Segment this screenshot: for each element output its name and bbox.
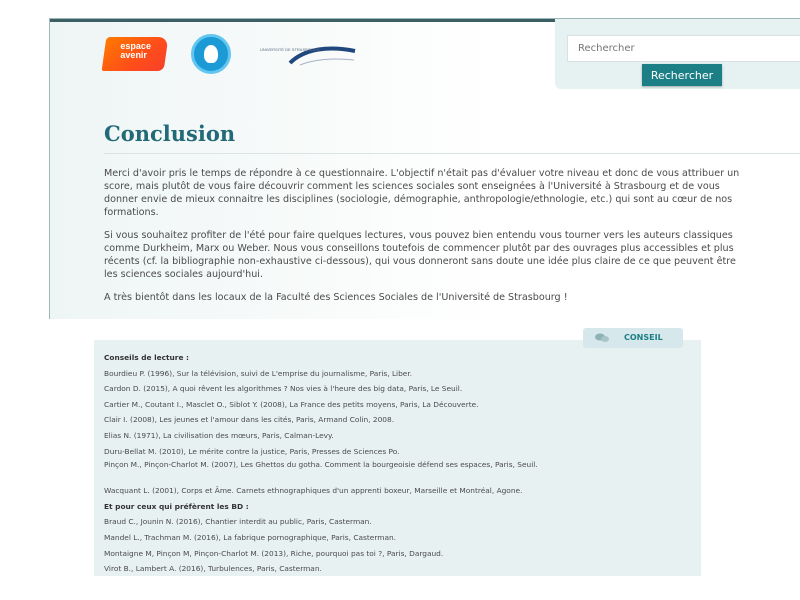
closing-paragraph: A très bientôt dans les locaux de la Faculté des Sciences Sociales de l'Université de Strasbourg !: [104, 292, 568, 303]
book-item: Wacquant L. (2001), Corps et Âme. Carnets ethnographiques d'un apprenti boxeur, Marseille et Montréal, Agone.: [104, 486, 523, 496]
bd-book-item: Montaigne M, Pinçon M, Pinçon-Charlot M. (2013), Riche, pourquoi pas toi ?, Paris, Dargaud.: [104, 548, 444, 558]
search-input[interactable]: [567, 35, 800, 62]
page-title: Conclusion: [104, 121, 236, 146]
book-item: Bourdieu P. (1996), Sur la télévision, suivi de L'emprise du journalisme, Paris, Liber.: [104, 368, 413, 378]
advice-box: [94, 333, 701, 576]
advice-tab: [583, 328, 683, 348]
reading-paragraph: Si vous souhaitez profiter de l'été pour faire quelques lectures, vous pouvez bien entendu vous tourner vers les auteurs classiques comme Durkheim, Marx ou Weber. Nous vous conseillons toutefois de commencer plutôt par des ouvrages plus accessibles et plus récents (cf. la bibliographie non-exhaustive ci-dessous), qui vous donneront sans doute une idée plus claire de ce que peuvent être les sciences sociales aujourd'hui.: [104, 230, 736, 280]
book-item: Cartier M., Coutant I., Masclet O., Siblot Y. (2008), La France des petits moyens, Paris, La Découverte.: [104, 399, 479, 409]
bd-book-item: Braud C., Jounin N. (2016), Chantier interdit au public, Paris, Casterman.: [104, 517, 372, 527]
espace-avenir-logo[interactable]: espace avenir: [102, 37, 169, 71]
chat-bubbles-icon: [595, 333, 609, 343]
bd-book-item: Virot B., Lambert A. (2016), Turbulences, Paris, Casterman.: [104, 564, 322, 574]
book-item: Clair I. (2008), Les jeunes et l'amour dans les cités, Paris, Armand Colin, 2008.: [104, 415, 395, 425]
book-item: Pinçon M., Pinçon-Charlot M. (2007), Les Ghettos du gotha. Comment la bourgeoisie défend ses espaces, Paris, Seuil.: [104, 460, 538, 470]
advice-list: [104, 350, 694, 577]
bd-book-item: Mandel L., Trachman M. (2016), La fabrique pornographique, Paris, Casterman.: [104, 532, 397, 542]
title-divider: [104, 153, 800, 154]
search-button[interactable]: Rechercher: [642, 64, 722, 86]
intro-paragraph: Merci d'avoir pris le temps de répondre à ce questionnaire. L'objectif n'était pas d'évaluer votre niveau et donc de vous attribuer un score, mais plutôt de vous faire découvrir comment les sciences sociales sont enseignées à l'Université à Strasbourg et de vous donner envie de mieux connaitre les disciplines (sociologie, démographie, anthropologie/ethnologie, etc.) qui sont au cœur de nos formations.: [104, 168, 740, 218]
bd-heading: Et pour ceux qui préfèrent les BD :: [104, 501, 249, 511]
investissements-avenir-logo[interactable]: [191, 34, 231, 74]
universite-strasbourg-logo[interactable]: [260, 43, 360, 69]
advice-tab-label: CONSEIL: [624, 333, 663, 342]
book-item: Cardon D. (2015), A quoi rêvent les algorithmes ? Nos vies à l'heure des big data, Paris, Le Seuil.: [104, 384, 463, 394]
book-item: Duru-Bellat M. (2010), Le mérite contre la justice, Paris, Presses de Sciences Po.: [104, 446, 400, 456]
reading-heading: Conseils de lecture :: [104, 353, 189, 362]
book-item: Elias N. (1971), La civilisation des mœurs, Paris, Calman-Levy.: [104, 430, 334, 440]
page-frame: [49, 18, 800, 319]
unistra-logo-text: UNIVERSITÉ DE STRASBOURG: [260, 47, 320, 52]
search-panel: [555, 19, 800, 89]
face-icon: [204, 45, 218, 63]
